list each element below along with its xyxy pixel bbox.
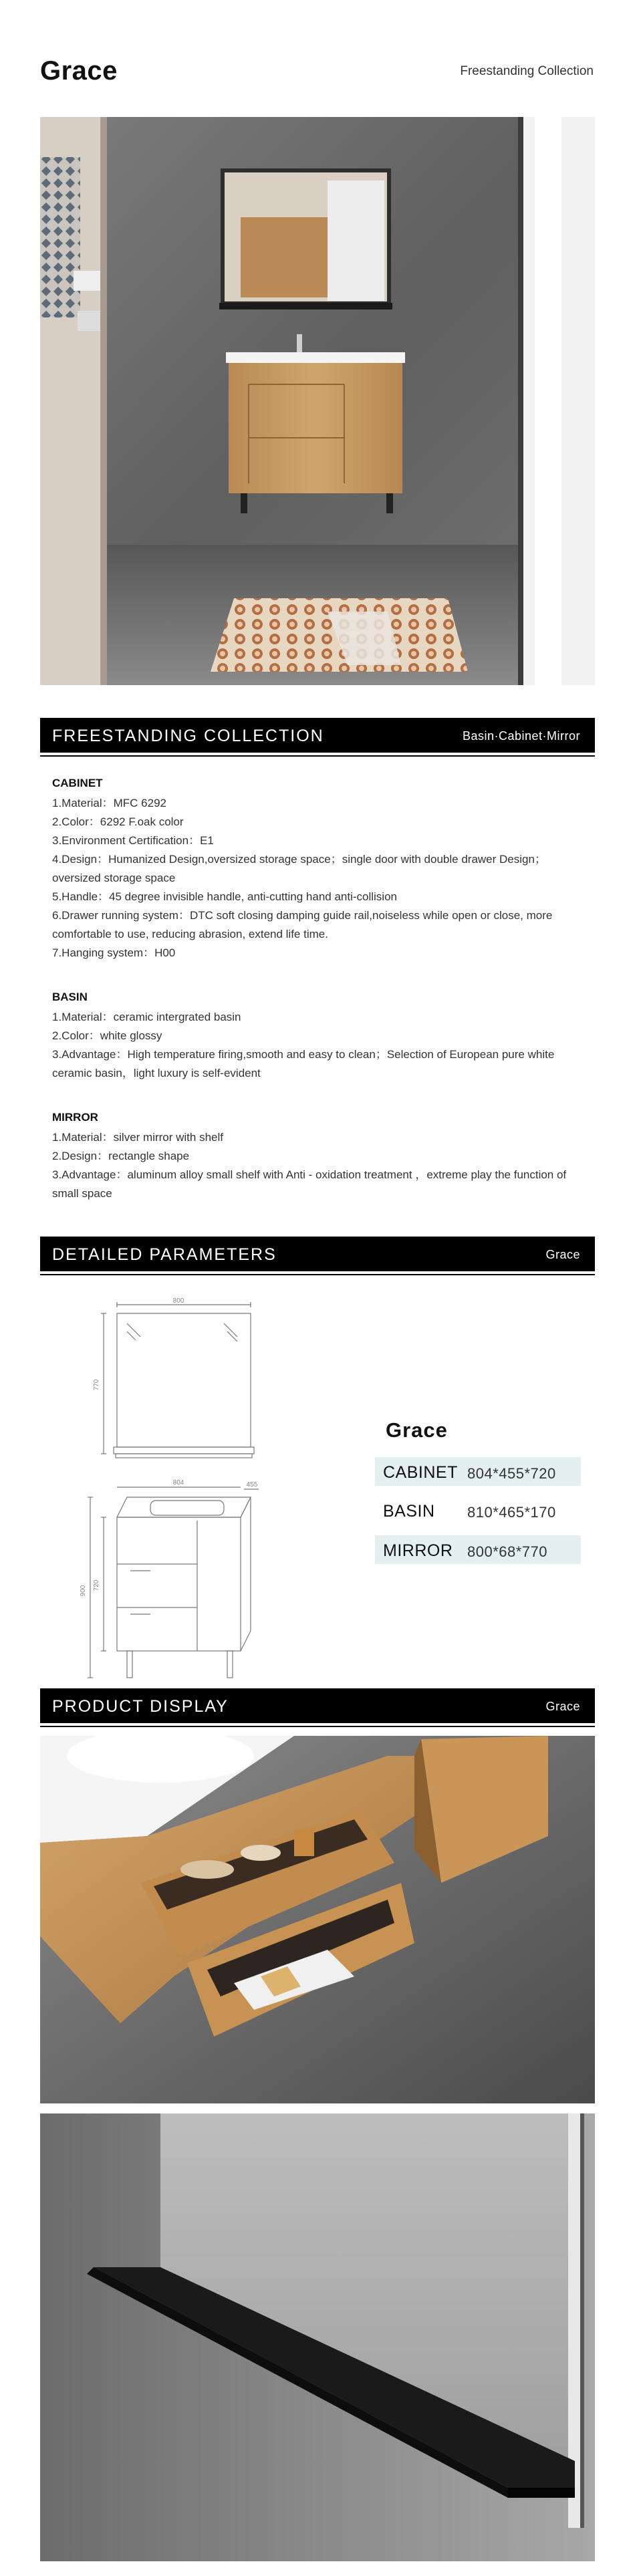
param-value: 810*465*170 (467, 1504, 556, 1521)
display-image-cabinet-open (40, 1736, 595, 2103)
spec-heading: MIRROR (52, 1111, 98, 1124)
section-title: PRODUCT DISPLAY (52, 1697, 229, 1716)
dim-total-height: 900 (80, 1585, 87, 1597)
spec-group-basin (52, 988, 587, 1083)
param-label: BASIN (383, 1502, 435, 1521)
section-subtitle: Basin·Cabinet·Mirror (462, 729, 580, 743)
spec-line: 3.Environment Certification：E1 (52, 834, 214, 847)
section-title: DETAILED PARAMETERS (52, 1245, 277, 1264)
dim-cabinet-width: 804 (172, 1479, 184, 1487)
spec-list (52, 774, 587, 1229)
param-value: 804*455*720 (467, 1465, 556, 1482)
spec-group-mirror (52, 1108, 587, 1203)
section-subtitle: Grace (545, 1248, 580, 1261)
product-name: Grace (386, 1418, 448, 1442)
spec-line: 1.Material：MFC 6292 (52, 797, 167, 809)
dim-cabinet-depth: 455 (246, 1481, 258, 1489)
param-row-basin (375, 1496, 581, 1525)
technical-drawing (77, 1297, 304, 1698)
spec-line: 3.Advantage：aluminum alloy small shelf with Anti - oxidation treatment ，extreme play the function of small space (52, 1168, 567, 1200)
spec-line: 2.Color：white glossy (52, 1029, 162, 1042)
spec-line: 2.Design：rectangle shape (52, 1150, 190, 1162)
hero-scene-illustration (40, 117, 595, 685)
hero-image (40, 117, 595, 685)
dim-mirror-width: 800 (172, 1297, 184, 1305)
spec-line: 1.Material：silver mirror with shelf (52, 1131, 223, 1144)
param-row-mirror (375, 1535, 581, 1564)
section-underline (40, 1274, 595, 1275)
spec-heading: BASIN (52, 991, 88, 1003)
section-bar-parameters (40, 1237, 595, 1271)
collection-label: Freestanding Collection (460, 64, 594, 78)
param-label: CABINET (383, 1463, 458, 1482)
mirror-shelf-illustration (40, 2113, 595, 2561)
spec-group-cabinet (52, 774, 587, 962)
brand-title: Grace (40, 56, 118, 86)
spec-line: 4.Design：Humanized Design,oversized storage space；single door with double drawer Design；oversized storage space (52, 853, 546, 884)
param-value: 800*68*770 (467, 1543, 548, 1560)
spec-line: 7.Hanging system：H00 (52, 946, 176, 959)
dim-mirror-height: 770 (93, 1379, 100, 1391)
section-underline (40, 755, 595, 757)
spec-line: 2.Color：6292 F.oak color (52, 815, 184, 828)
spec-line: 6.Drawer running system：DTC soft closing damping guide rail,noiseless while open or close, more comfortable to use, reducing abrasion, extend life time. (52, 909, 553, 940)
spec-line: 5.Handle：45 degree invisible handle, anti-cutting hand anti-collision (52, 890, 397, 903)
section-bar-display (40, 1688, 595, 1723)
spec-line: 1.Material：ceramic intergrated basin (52, 1011, 241, 1023)
cabinet-open-illustration (40, 1736, 595, 2103)
dimension-drawing (77, 1297, 304, 1698)
display-image-mirror-shelf (40, 2113, 595, 2561)
section-underline (40, 1726, 595, 1727)
spec-line: 3.Advantage：High temperature firing,smooth and easy to clean；Selection of European pure white ceramic basin，light luxury is self-evident (52, 1048, 555, 1079)
section-bar-collection (40, 718, 595, 753)
section-title: FREESTANDING COLLECTION (52, 727, 324, 745)
param-row-cabinet (375, 1457, 581, 1486)
param-label: MIRROR (383, 1541, 453, 1560)
dim-cabinet-height: 720 (93, 1579, 100, 1591)
section-subtitle: Grace (545, 1700, 580, 1713)
spec-heading: CABINET (52, 777, 103, 789)
